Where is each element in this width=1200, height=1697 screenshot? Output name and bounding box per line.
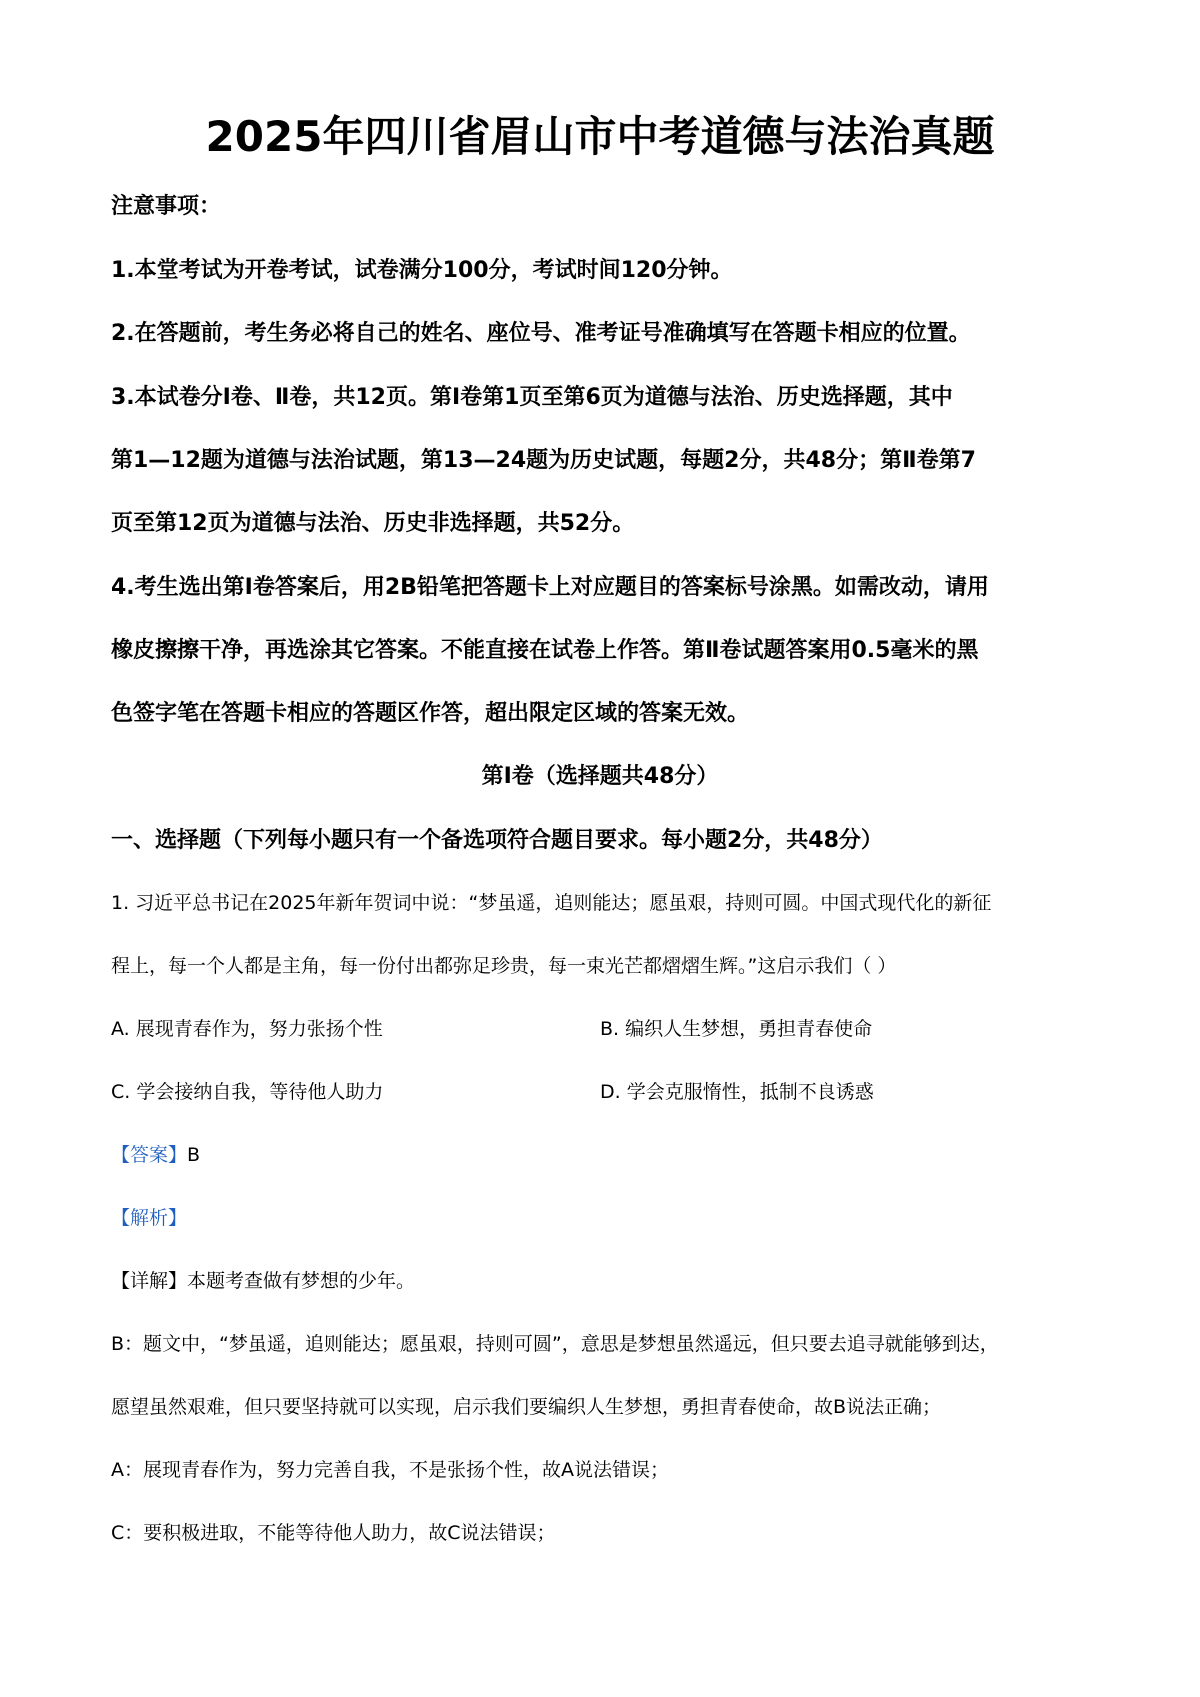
notice-heading: 注意事项：	[111, 194, 222, 219]
notice-line: 2.在答题前，考生务必将自己的姓名、座位号、准考证号准确填写在答题卡相应的位置。	[111, 321, 971, 346]
question1-option-b: B. 编织人生梦想，勇担青春使命	[600, 1018, 873, 1040]
part1-heading: 第Ⅰ卷（选择题共48分）	[481, 764, 719, 789]
notice-line: 3.本试卷分Ⅰ卷、Ⅱ卷，共12页。第Ⅰ卷第1页至第6页为道德与法治、历史选择题，其中	[111, 385, 953, 410]
answer-value: B	[187, 1144, 201, 1166]
detail-line: 愿望虽然艰难，但只要坚持就可以实现，启示我们要编织人生梦想，勇担青春使命，故B说法正确；	[111, 1396, 942, 1418]
notice-line: 色签字笔在答题卡相应的答题区作答，超出限定区域的答案无效。	[111, 701, 750, 726]
answer-label: 【答案】	[111, 1144, 188, 1166]
detail-line: 【详解】本题考查做有梦想的少年。	[111, 1270, 416, 1292]
answer-line	[111, 1146, 200, 1165]
notice-line: 4.考生选出第Ⅰ卷答案后，用2B铅笔把答题卡上对应题目的答案标号涂黑。如需改动，请用	[111, 575, 989, 600]
analysis-label: 【解析】	[111, 1207, 188, 1229]
notice-line: 页至第12页为道德与法治、历史非选择题，共52分。	[111, 511, 635, 536]
detail-line: B：题文中，“梦虽遥，追则能达；愿虽艰，持则可圆”，意思是梦想虽然遥远，但只要去追寻就能够到达，	[111, 1333, 999, 1355]
notice-line: 第1—12题为道德与法治试题，第13—24题为历史试题，每题2分，共48分；第Ⅱ卷第7	[111, 448, 976, 473]
question1-stem-line: 1. 习近平总书记在2025年新年贺词中说：“梦虽遥，追则能达；愿虽艰，持则可圆。中国式现代化的新征	[111, 892, 992, 914]
detail-line: C：要积极进取，不能等待他人助力，故C说法错误；	[111, 1522, 556, 1544]
document-title: 2025年四川省眉山市中考道德与法治真题	[205, 112, 995, 161]
question1-option-a: A. 展现青春作为，努力张扬个性	[111, 1018, 383, 1040]
notice-line: 1.本堂考试为开卷考试，试卷满分100分，考试时间120分钟。	[111, 258, 733, 283]
notice-line: 橡皮擦擦干净，再选涂其它答案。不能直接在试卷上作答。第Ⅱ卷试题答案用0.5毫米的黑	[111, 638, 979, 663]
detail-line: A：展现青春作为，努力完善自我，不是张扬个性，故A说法错误；	[111, 1459, 669, 1481]
question1-stem-line: 程上，每一个人都是主角，每一份付出都弥足珍贵，每一束光芒都熠熠生辉。”这启示我们（ ）	[111, 955, 897, 977]
question1-option-c: C. 学会接纳自我，等待他人助力	[111, 1081, 384, 1103]
question1-option-d: D. 学会克服惰性，抵制不良诱惑	[600, 1081, 874, 1103]
section1-heading: 一、选择题（下列每小题只有一个备选项符合题目要求。每小题2分，共48分）	[111, 828, 883, 853]
